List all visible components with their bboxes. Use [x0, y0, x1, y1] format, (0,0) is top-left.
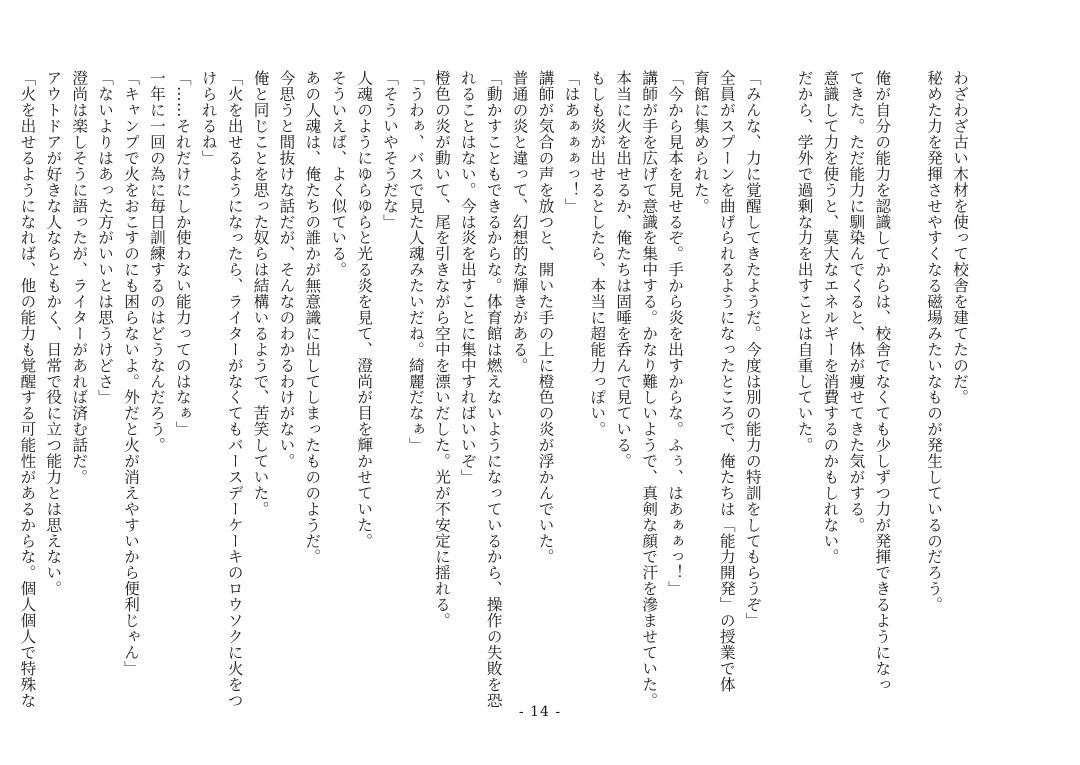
paragraph-gap [894, 70, 920, 702]
text-line: 俺が自分の能力を認識してからは、校舎でなくても少しずつ力が発揮できるようになっ [873, 70, 892, 693]
text-line: 「動かすこともできるからな。体育館は燃えないようになっているから、操作の失敗を恐 [484, 70, 503, 708]
page-number: - 14 - [518, 704, 562, 720]
text-line: 「そういやそうだな」 [381, 70, 400, 230]
text-line: 秘めた力を発揮させやすくなる磁場みたいなものが発生しているのだろう。 [925, 70, 944, 613]
paragraph-gap [765, 70, 791, 702]
vertical-text-block [18, 70, 972, 708]
text-line: 「ないよりはあった方がいいとは思うけどさ」 [96, 70, 115, 405]
text-line: 橙色の炎が動いて、尾を引きながら空中を漂いだした。光が不安定に揺れる。 [432, 70, 451, 629]
text-line: けられるね」 [199, 70, 218, 166]
text-line: てきた。ただ能力に馴染んでくると、体が痩せてきた気がする。 [847, 70, 866, 533]
text-line: もしも炎が出せるとしたら、本当に超能力っぽい。 [588, 70, 607, 437]
text-line: 澄尚は楽しそうに語ったが、ライターがあれば済む話だ。 [70, 70, 89, 485]
text-line: あの人魂は、俺たちの誰かが無意識に出してしまったもののようだ。 [303, 70, 322, 565]
text-line: 講師が手を広げて意識を集中する。かなり難しいようで、真剣な顔で汗を滲ませていた。 [640, 70, 659, 708]
text-line: そういえば、よく似ている。 [329, 70, 348, 278]
text-line: 「火を出せるようになったら、ライターがなくてもバースデーケーキのロウソクに火をつ [225, 70, 244, 708]
text-line: 「火を出せるようになれば、他の能力も覚醒する可能性があるからな。個人個人で特殊な [18, 70, 37, 708]
text-line: 意識して力を使うと、莫大なエネルギーを消費するのかもしれない。 [821, 70, 840, 565]
text-line: 俺と同じことを思った奴らは結構いるようで、苦笑していた。 [251, 70, 270, 517]
text-line: れることはない。今は炎を出すことに集中すればいいぞ」 [458, 70, 477, 485]
text-line: 普通の炎と違って、幻想的な輝きがある。 [510, 70, 529, 374]
text-line: 「はあぁぁぁっ！」 [562, 70, 581, 214]
text-line: 「みんな、力に覚醒してきたようだ。今度は別の能力の特訓をしてもらうぞ」 [743, 70, 762, 629]
text-line: わざわざ古い木材を使って校舎を建てたのだ。 [951, 70, 969, 405]
text-line: 本当に火を出せるか、俺たちは固唾を呑んで見ている。 [614, 70, 633, 469]
text-line: 一年に一回の為に毎日訓練するのはどうなんだろう。 [147, 70, 166, 453]
text-line: 全員がスプーンを曲げられるようになったところで、俺たちは「能力開発」の授業で体 [717, 70, 736, 693]
text-line: 「今から見本を見せるぞ。手から炎を出すからな。ふぅ、はあぁぁっ！」 [666, 70, 685, 597]
text-line: 「……それだけにしか使わない能力ってのはなぁ」 [173, 70, 192, 437]
text-line: 「うわぁ、バスで見た人魂みたいだね。綺麗だなぁ」 [406, 70, 425, 453]
text-line: 育館に集められた。 [691, 70, 710, 214]
text-line: 「キャンプで火をおこすのにも困らないよ。外だと火が消えやすいから便利じゃん」 [122, 70, 140, 677]
text-line: だから、学外で過剰な力を出すことは自重していた。 [795, 70, 814, 453]
text-line: 人魂のようにゆらゆらと光る炎を見て、澄尚が目を輝かせていた。 [355, 70, 374, 549]
text-line: 講師が気合の声を放つと、開いた手の上に橙色の炎が浮かんでいた。 [536, 70, 555, 565]
text-line: 今思うと間抜けな話だが、そんなのわかるわけがない。 [277, 70, 296, 469]
text-line: アウトドアが好きな人ならともかく、日常で役に立つ能力とは思えない。 [44, 70, 63, 597]
